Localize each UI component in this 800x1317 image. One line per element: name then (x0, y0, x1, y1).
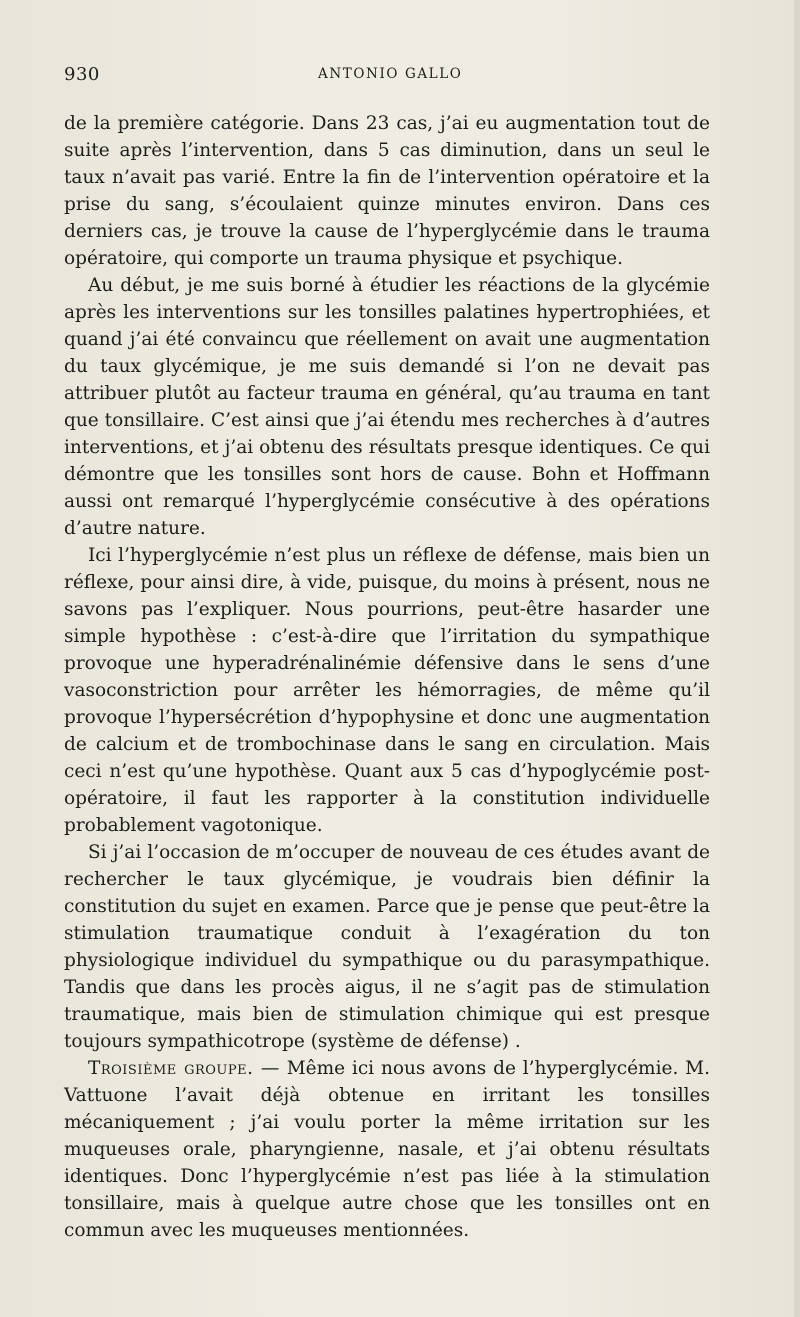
paragraph-5-text: Même ici nous avons de l’hyperglycémie. M. Vattuone l’avait déjà obtenue en irritant les tonsilles mécaniquement ; j’ai voulu porter la même irritation sur les muqueuses orale, pharyngienne, nasale, et j’ai obtenu résultats identiques. Donc l’hyperglycémie n’est pas liée à la stimulation tonsillaire, mais à quelque autre chose que les tonsilles ont en commun avec les muqueuses mentionnées. (64, 1058, 710, 1241)
paragraph-1: de la première catégorie. Dans 23 cas, j’ai eu augmentation tout de suite après l’intervention, dans 5 cas diminution, dans un seul le taux n’avait pas varié. Entre la fin de l’intervention opératoire et la prise du sang, s’écoulaient quinze minutes environ. Dans ces derniers cas, je trouve la cause de l’hyperglycémie dans le trauma opératoire, qui comporte un trauma physique et psychique. (64, 113, 710, 269)
page-number: 930 (64, 64, 100, 85)
paragraph-2: Au début, je me suis borné à étudier les réactions de la glycémie après les interventions sur les tonsilles palatines hypertrophiées, et quand j’ai été convaincu que réellement on avait une augmentation du taux glycémique, je me suis demandé si l’on ne devait pas attribuer plutôt au facteur trauma en général, qu’au trauma en tant que tonsillaire. C’est ainsi que j’ai étendu mes recherches à d’autres interventions, et j’ai obtenu des résultats presque identiques. Ce qui démontre que les tonsilles sont hors de cause. Bohn et Hoffmann aussi ont remarqué l’hyperglycémie consécutive à des opérations d’autre nature. (64, 275, 710, 539)
paragraph-5 (64, 1055, 710, 1244)
running-title: ANTONIO GALLO (318, 66, 463, 82)
paragraph-4: Si j’ai l’occasion de m’occuper de nouveau de ces études avant de rechercher le taux glycémique, je voudrais bien définir la constitution du sujet en examen. Parce que je pense que peut-être la stimulation traumatique conduit à l’exagération du ton physiologique individuel du sympathique ou du parasympathique. Tandis que dans les procès aigus, il ne s’agit pas de stimulation traumatique, mais bien de stimulation chimique qui est presque toujours sympathicotrope (système de défense) . (64, 842, 710, 1052)
page-header (64, 64, 710, 90)
paragraph-3: Ici l’hyperglycémie n’est plus un réflexe de défense, mais bien un réflexe, pour ainsi dire, à vide, puisque, du moins à présent, nous ne savons pas l’expliquer. Nous pourrions, peut-être hasarder une simple hypothèse : c’est-à-dire que l’irritation du sympathique provoque une hyperadrénalinémie défensive dans le sens d’une vasoconstriction pour arrêter les hémorragies, de même qu’il provoque l’hypersécrétion d’hypophysine et donc une augmentation de calcium et de trombochinase dans le sang en circulation. Mais ceci n’est qu’une hypothèse. Quant aux 5 cas d’hypoglycémie post-opératoire, il faut les rapporter à la constitution individuelle probablement vagotonique. (64, 545, 710, 836)
body-text (64, 110, 710, 1244)
section-heading: Troisième groupe. — (88, 1058, 280, 1079)
page-edge (794, 0, 800, 1317)
